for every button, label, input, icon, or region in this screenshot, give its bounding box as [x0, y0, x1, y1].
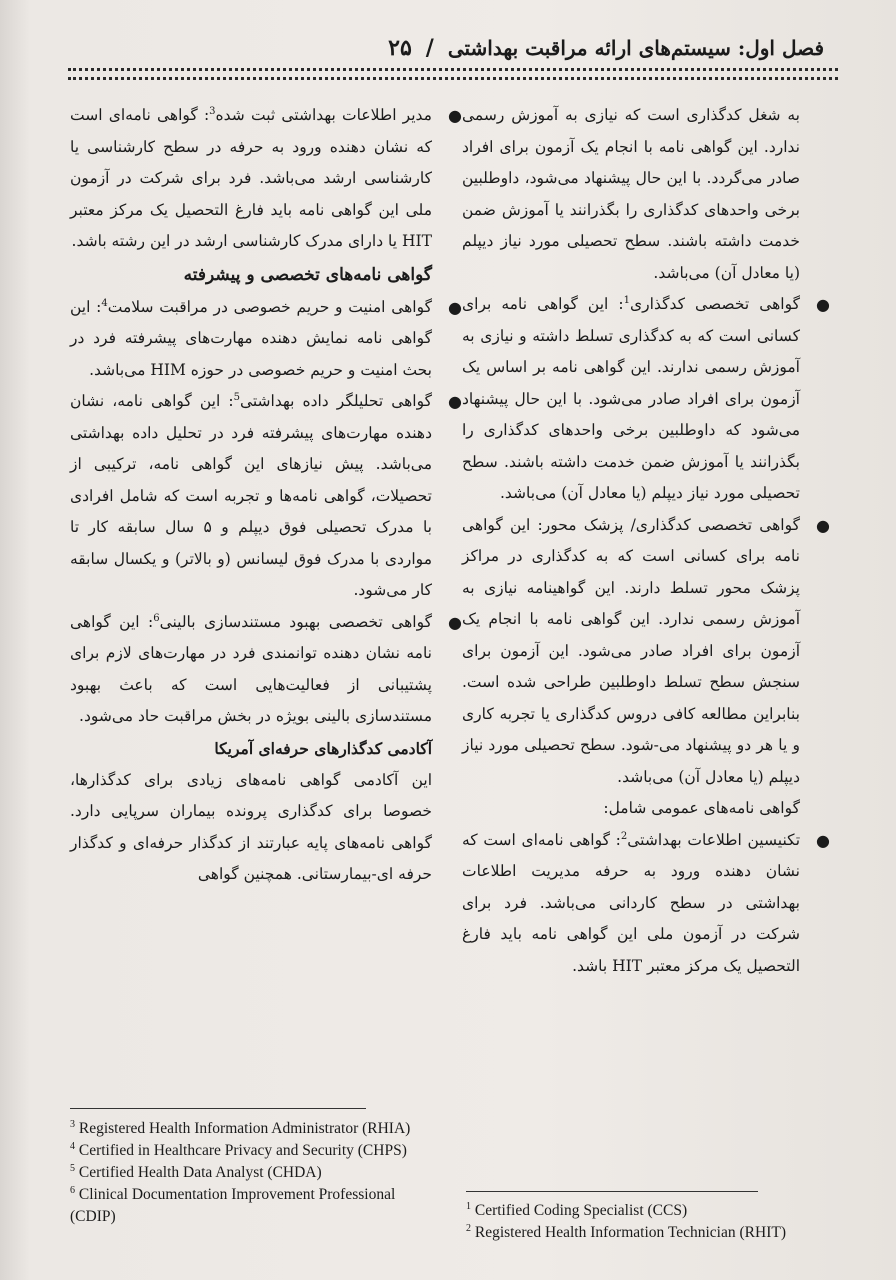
bullet-icon: ● — [816, 295, 830, 314]
header-dotted-rule — [68, 68, 838, 80]
list-item: ● تکنیسین اطلاعات بهداشتی$^2$: گواهی نامه‌ای است که نشان دهنده ورود به حرفه مدیریت اطلاعات بهداشتی در سطح کاردانی می‌باشد. فرد برای شرکت در آزمون ملی این گواهی نامه باید فارغ التحصیل یک مرکز معتبر HIT باشد. — [462, 825, 800, 983]
list-item: ● گواهی تخصصی بهبود مستندسازی بالینی$^6$: این گواهی نامه نشان دهنده توانمندی فرد در مهارت‌های لازم برای پشتیبانی از فعالیت‌هایی است که باعث بهبود مستندسازی بالینی بویژه در بخش مراقبت حاد می‌شود. — [70, 607, 432, 733]
right-column — [462, 100, 830, 982]
section-heading: گواهی نامه‌های تخصصی و پیشرفته — [183, 264, 432, 285]
list-item: ● گواهی تخصصی کدگذاری$^1$: این گواهی نامه برای کسانی است که به کدگذاری تسلط داشته و نیازی به آموزش رسمی ندارند. این گواهی نامه بر اساس یک آزمون برای افراد صادر می‌شود. با این حال پیشنهاد می‌شود که داوطلبین برخی واحدهای کدگذاری را بگذرانند یا آموزش ضمن خدمت داشته باشند. سطح تحصیلی مورد نیاز دیپلم (یا معادل آن) می‌باشد. — [462, 289, 800, 510]
running-header — [70, 28, 824, 68]
closing-paragraph: این آکادمی گواهی نامه‌های زیادی برای کدگذارها، خصوصا برای کدگذاری پرونده بیماران سرپایی دارد. گواهی نامه‌های پایه عبارتند از کدگذار حرفه‌ای و کدگذار حرفه ای-بیمارستانی. همچنین گواهی — [70, 770, 432, 883]
page-number: ۲۵ — [388, 35, 412, 61]
header-separator: / — [425, 35, 434, 61]
bullet-icon: ● — [448, 297, 462, 317]
footnotes-left — [70, 1118, 420, 1228]
footnote: $^3$ Registered Health Information Administrator (RHIA) — [70, 1118, 411, 1137]
footnote: $^4$ Certified in Healthcare Privacy and Security (CHPS) — [70, 1140, 407, 1159]
footnote: $^5$ Certified Health Data Analyst (CHDA) — [70, 1162, 322, 1181]
list-item: ● گواهی امنیت و حریم خصوصی در مراقبت سلامت$^4$: این گواهی نامه نمایش دهنده مهارت‌های پیشرفته فرد در بحث امنیت و حریم خصوصی در حوزه HIM می‌باشد. — [70, 292, 432, 387]
footnote: $^1$ Certified Coding Specialist (CCS) — [466, 1200, 688, 1219]
bullet-icon: ● — [448, 106, 462, 125]
footnote: $^2$ Registered Health Information Technician (RHIT) — [466, 1222, 786, 1241]
list-item: ● مدیر اطلاعات بهداشتی ثبت شده$^3$: گواهی نامه‌ای است که نشان دهنده ورود به حرفه در سطح کارشناسی یا کارشناسی ارشد می‌باشد. فرد برای شرکت در آزمون ملی این گواهی نامه باید فارغ التحصیل یک مرکز معتبر HIT یا دارای مدرک کارشناسی ارشد در این رشته باشد. — [70, 100, 432, 258]
bullet-icon: ● — [816, 830, 830, 850]
footnote-rule-right — [466, 1191, 758, 1192]
bullet-icon: ● — [448, 612, 462, 632]
bullet-icon: ● — [448, 392, 462, 411]
list-item: ● گواهی تخصصی کدگذاری/ پزشک محور: این گواهی نامه برای کسانی است که به کدگذاری در مراکز پزشک محور تسلط دارند. این گواهینامه نیازی به آموزش رسمی ندارد. این گواهی نامه با انجام یک آزمون برای افراد صادر می‌شود. این آزمون برای سنجش سطح تسلط داوطلبین طراحی شده است. بنابراین مطالعه کافی دروس کدگذاری یا تجربه کاری و یا هر دو پیشنهاد می-شود. سطح تحصیلی مورد نیاز دیپلم (یا معادل آن) می‌باشد. — [462, 510, 800, 794]
intro-paragraph: به شغل کدگذاری است که نیازی به آموزش رسمی ندارد. این گواهی نامه با انجام یک آزمون برای افراد صادر می‌گردد. با این حال پیشنهاد می‌شود، داوطلبین برخی واحدهای کدگذاری را بگذرانند یا آموزش ضمن خدمت داشته باشند. سطح تحصیلی مورد نیاز دیپلم (یا معادل آن) می‌باشد. — [462, 106, 800, 282]
chapter-title: فصل اول: سیستم‌های ارائه مراقبت بهداشتی — [447, 36, 824, 60]
bullet-icon: ● — [816, 515, 830, 535]
left-column — [70, 100, 462, 891]
subsection-heading: آکادمی کدگذارهای حرفه‌ای آمریکا — [214, 738, 432, 758]
footnotes-right — [466, 1200, 806, 1244]
general-label: گواهی نامه‌های عمومی شامل: — [603, 799, 800, 817]
list-item: ● گواهی تحلیلگر داده بهداشتی$^5$: این گواهی نامه، نشان دهنده مهارت‌های پیشرفته فرد در تحلیل داده بهداشتی می‌باشد. پیش نیازهای این گواهی نامه، ترکیبی از تحصیلات، گواهی نامه‌ها و تجربه است که شامل افرادی با مدرک تحصیلی فوق دیپلم و ۵ سال سابقه کار تا مواردی با مدرک فوق لیسانس (و بالاتر) و یکسال سابقه کار می‌شود. — [70, 386, 432, 607]
footnote: $^6$ Clinical Documentation Improvement Professional (CDIP) — [70, 1184, 396, 1225]
footnote-rule-left — [70, 1108, 366, 1109]
